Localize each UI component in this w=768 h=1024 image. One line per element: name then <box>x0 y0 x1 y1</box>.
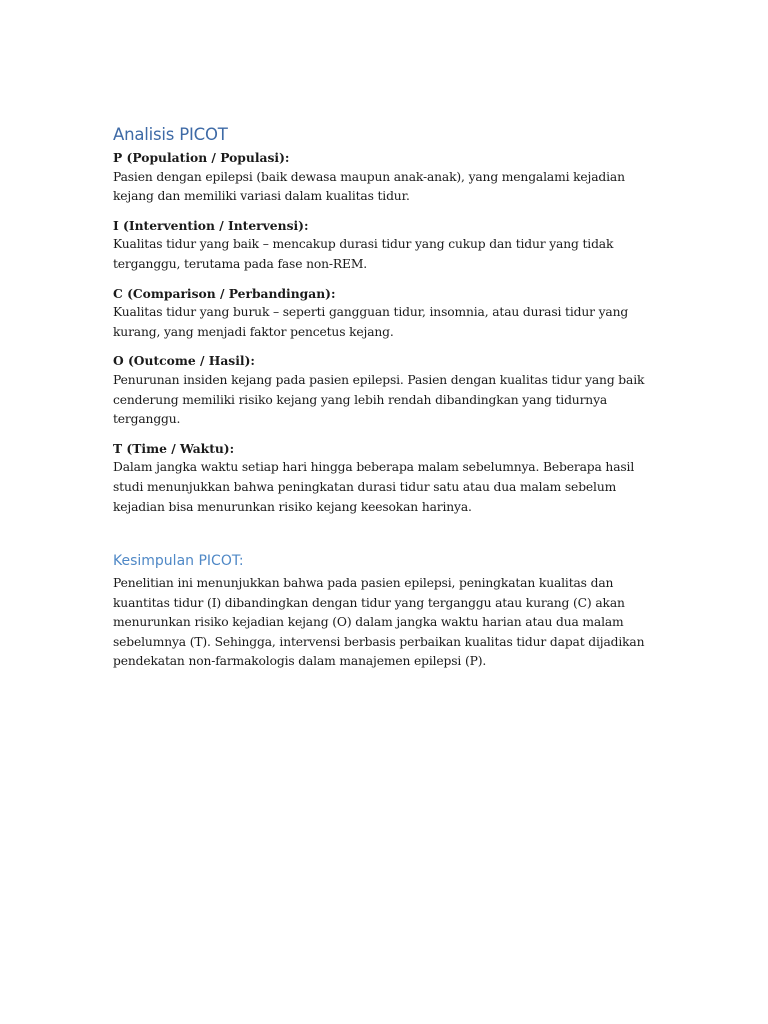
section-spacer <box>113 526 658 551</box>
document-content <box>113 124 658 672</box>
section-intervention <box>113 216 658 275</box>
section-population <box>113 148 658 207</box>
section-time <box>113 439 658 517</box>
section-body: Kualitas tidur yang buruk – seperti gangguan tidur, insomnia, atau durasi tidur yang kurang, yang menjadi faktor pencetus kejang. <box>113 305 629 339</box>
section-body: Kualitas tidur yang baik – mencakup durasi tidur yang cukup dan tidur yang tidak terganggu, terutama pada fase non-REM. <box>113 237 614 271</box>
conclusion-heading: Kesimpulan PICOT: <box>113 553 244 570</box>
section-body: Dalam jangka waktu setiap hari hingga beberapa malam sebelumnya. Beberapa hasil studi menunjukkan bahwa peningkatan durasi tidur satu atau dua malam sebelum kejadian bisa menurunkan risiko kejang keesokan harinya. <box>113 460 635 514</box>
section-title: O (Outcome / Hasil): <box>113 353 255 369</box>
section-comparison <box>113 284 658 343</box>
section-title: I (Intervention / Intervensi): <box>113 217 309 233</box>
section-body: Pasien dengan epilepsi (baik dewasa maupun anak-anak), yang mengalami kejadian kejang dan memiliki variasi dalam kualitas tidur. <box>113 169 625 204</box>
main-heading: Analisis PICOT <box>113 125 228 144</box>
section-title: C (Comparison / Perbandingan): <box>113 285 336 301</box>
section-outcome <box>113 351 658 429</box>
section-body: Penurunan insiden kejang pada pasien epilepsi. Pasien dengan kualitas tidur yang baik cenderung memiliki risiko kejang yang lebih rendah dibandingkan yang tidurnya terganggu. <box>113 372 645 427</box>
section-title: P (Population / Populasi): <box>113 150 290 165</box>
conclusion-body: Penelitian ini menunjukkan bahwa pada pasien epilepsi, peningkatan kualitas dan kuantitas tidur (I) dibandingkan dengan tidur yang terganggu atau kurang (C) akan menurunkan risiko kejadian kejang (O) dalam jangka waktu harian atau dua malam sebelumnya (T). Sehingga, intervensi berbasis perbaikan kualitas tidur dapat dijadikan pendekatan non-farmakologis dalam manajemen epilepsi (P). <box>113 576 645 669</box>
section-title: T (Time / Waktu): <box>113 440 235 456</box>
